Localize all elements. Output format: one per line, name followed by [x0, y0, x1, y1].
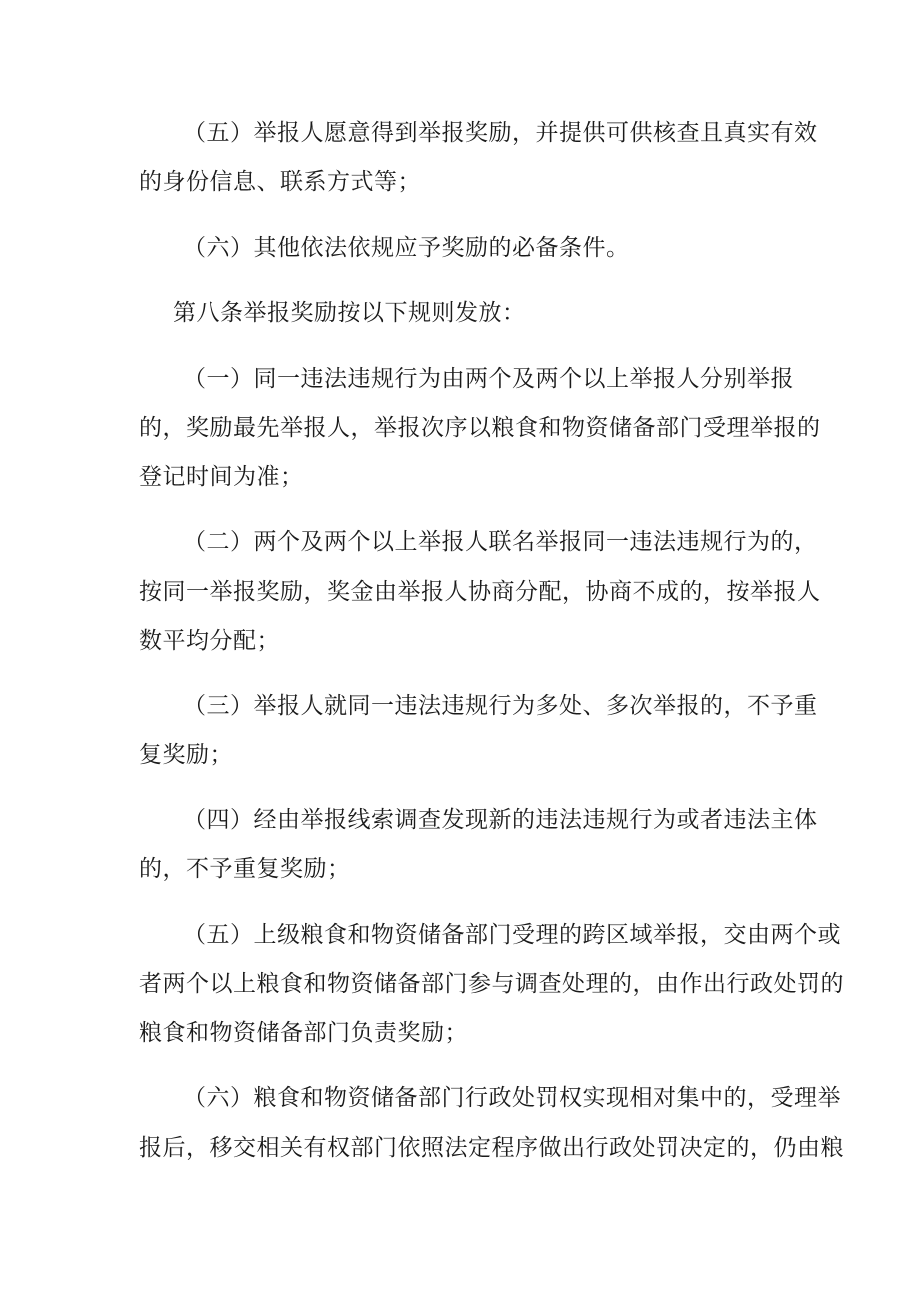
text-line: 粮食和物资储备部门负责奖励； [139, 1020, 468, 1046]
text-line: 者两个以上粮食和物资储备部门参与调查处理的，由作出行政处罚的 [139, 971, 844, 997]
text-line: 报后，移交相关有权部门依照法定程序做出行政处罚决定的，仍由粮 [139, 1135, 844, 1161]
text-line: 按同一举报奖励，奖金由举报人协商分配，协商不成的，按举报人 [139, 579, 821, 605]
text-line: （五）举报人愿意得到举报奖励，并提供可供核查且真实有效 [183, 120, 818, 146]
text-line: （四）经由举报线索调查发现新的违法违规行为或者违法主体 [183, 807, 818, 833]
text-line: （一）同一违法违规行为由两个及两个以上举报人分别举报 [183, 366, 794, 392]
text-line: 第八条举报奖励按以下规则发放： [173, 300, 526, 326]
text-line: 登记时间为准； [139, 464, 304, 490]
text-line: （六）粮食和物资储备部门行政处罚权实现相对集中的，受理举 [183, 1085, 841, 1111]
text-line: （二）两个及两个以上举报人联名举报同一违法违规行为的， [183, 529, 818, 555]
text-line: 的身份信息、联系方式等； [139, 169, 421, 195]
text-line: 复奖励； [139, 742, 233, 768]
text-line: 数平均分配； [139, 628, 280, 654]
text-line: （五）上级粮食和物资储备部门受理的跨区域举报，交由两个或 [183, 922, 841, 948]
text-line: 的，奖励最先举报人，举报次序以粮食和物资储备部门受理举报的 [139, 415, 821, 441]
text-line: 的，不予重复奖励； [139, 856, 351, 882]
text-line: （六）其他依法依规应予奖励的必备条件。 [183, 235, 630, 261]
text-line: （三）举报人就同一违法违规行为多处、多次举报的，不予重 [183, 693, 818, 719]
